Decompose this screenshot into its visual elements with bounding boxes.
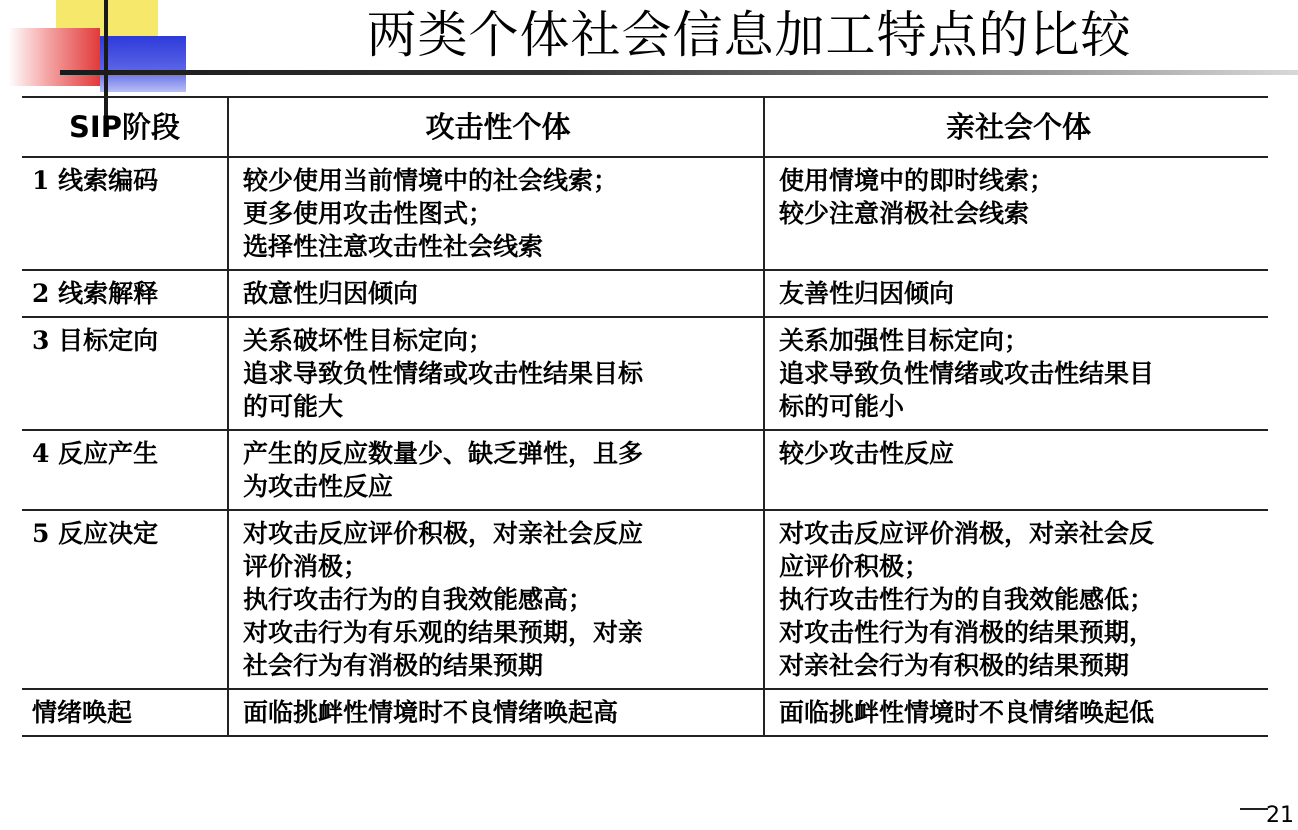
cell-line: 评价消极； [243,552,369,581]
stage-cell: 5 反应决定 [22,510,228,689]
cell-line: 较少攻击性反应 [779,439,955,468]
aggressive-cell [228,270,764,317]
aggressive-cell [228,510,764,689]
table-row [22,157,1268,270]
prosocial-cell [764,689,1268,736]
prosocial-cell [764,317,1268,430]
table-header-row [22,97,1268,157]
prosocial-cell [764,157,1268,270]
aggressive-cell [228,317,764,430]
cell-line: 的可能大 [243,392,344,421]
cell-line: 追求导致负性情绪或攻击性结果目标 [243,359,644,388]
stage-cell: 1 线索编码 [22,157,228,270]
stage-cell: 4 反应产生 [22,430,228,510]
cell-line: 关系加强性目标定向； [779,326,1030,355]
title-underline [60,70,1298,75]
prosocial-cell [764,510,1268,689]
cell-line: 对亲社会行为有积极的结果预期 [779,651,1130,680]
cell-line: 执行攻击行为的自我效能感高； [243,585,594,614]
cell-line: 较少使用当前情境中的社会线索； [243,166,619,195]
stage-cell: 3 目标定向 [22,317,228,430]
table-body [22,157,1268,736]
page-number: 21 [1266,803,1294,828]
cell-line: 敌意性归因倾向 [243,279,419,308]
cell-line: 应评价积极； [779,552,930,581]
cell-line: 追求导致负性情绪或攻击性结果目 [779,359,1155,388]
cell-line: 关系破坏性目标定向； [243,326,494,355]
cell-line: 为攻击性反应 [243,472,394,501]
page-number-rule [1240,808,1268,810]
corner-decoration-red [8,28,100,86]
header-prosocial: 亲社会个体 [764,97,1268,157]
header-sip-stage: SIP阶段 [22,97,228,157]
stage-cell: 情绪唤起 [22,689,228,736]
cell-line: 较少注意消极社会线索 [779,199,1030,228]
aggressive-cell [228,430,764,510]
table-row [22,430,1268,510]
cell-line: 对攻击反应评价积极，对亲社会反应 [243,519,644,548]
cell-line: 标的可能小 [779,392,905,421]
header-aggressive: 攻击性个体 [228,97,764,157]
cell-line: 产生的反应数量少、缺乏弹性，且多 [243,439,644,468]
cell-line: 对攻击性行为有消极的结果预期， [779,618,1155,647]
prosocial-cell [764,430,1268,510]
cell-line: 对攻击行为有乐观的结果预期，对亲 [243,618,644,647]
cell-line: 对攻击反应评价消极，对亲社会反 [779,519,1155,548]
cell-line: 面临挑衅性情境时不良情绪唤起低 [779,698,1155,727]
cell-line: 友善性归因倾向 [779,279,955,308]
table-row [22,270,1268,317]
aggressive-cell [228,689,764,736]
prosocial-cell [764,270,1268,317]
comparison-table [22,96,1268,737]
cell-line: 面临挑衅性情境时不良情绪唤起高 [243,698,619,727]
slide-title: 两类个体社会信息加工特点的比较 [366,6,1132,64]
table-row [22,689,1268,736]
corner-decoration-blue [100,36,186,92]
table-row [22,317,1268,430]
table-row [22,510,1268,689]
aggressive-cell [228,157,764,270]
cell-line: 选择性注意攻击性社会线索 [243,232,544,261]
cell-line: 使用情境中的即时线索； [779,166,1055,195]
cell-line: 社会行为有消极的结果预期 [243,651,544,680]
cell-line: 执行攻击性行为的自我效能感低； [779,585,1155,614]
cell-line: 更多使用攻击性图式； [243,199,494,228]
stage-cell: 2 线索解释 [22,270,228,317]
